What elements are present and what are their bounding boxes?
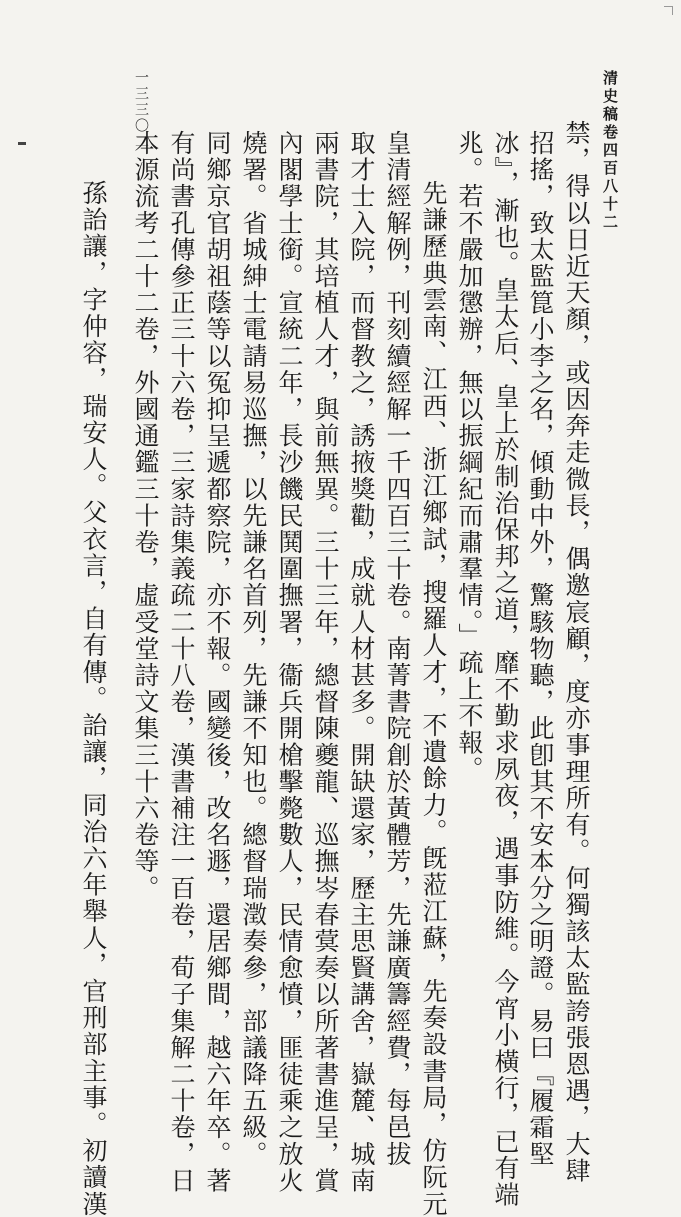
text-column-9: 內閣學士銜。宣統二年，長沙饑民鬨圍撫署，衞兵開槍擊斃數人，民情愈憤，匪徒乘之放火 [275, 130, 304, 1194]
text-column-3: 冰』，漸也。皇太后、皇上於制治保邦之道，靡不勤求夙夜，遇事防維。今宵小橫行，已有端 [491, 130, 520, 1209]
text-column-4: 兆。若不嚴加懲辦，無以振綱紀而肅羣情。」疏上不報。 [455, 130, 484, 783]
binding-mark [18, 142, 26, 145]
page-number: 一三三〇二 [133, 70, 149, 150]
text-column-7: 取才士入院，而督教之，誘掖獎勸，成就人材甚多。開缺還家，歷主思賢講舍，嶽麓、城南 [347, 130, 376, 1194]
text-column-14: 孫詒讓，字仲容，瑞安人。父衣言，自有傳。詒讓，同治六年舉人，官刑部主事。初讀漢 [79, 180, 108, 1217]
text-column-12: 有尚書孔傳參正三十六卷，三家詩集義疏二十八卷，漢書補注一百卷，荀子集解二十卷，日 [167, 130, 196, 1194]
text-column-13: 本源流考二十二卷，外國通鑑三十卷，虛受堂詩文集三十六卷等。 [131, 130, 160, 902]
text-column-2: 招搖，致太監箟小李之名，傾動中外，驚駭物聽，此卽其不安本分之明證。易曰『履霜堅 [526, 130, 555, 1168]
text-column-6: 皇清經解例，刊刻續經解一千四百三十卷。南菁書院創於黃體芳，先謙廣籌經費，每邑拔 [383, 130, 412, 1168]
text-column-8: 兩書院，其培植人才，與前無異。三十三年，總督陳夔龍、巡撫岑春蓂奏以所著書進呈，賞 [311, 130, 340, 1194]
text-column-1: 禁，得以日近天顏，或因奔走微長，偶邀宸顧，度亦事理所有。何獨該太監誇張恩遇，大肆 [562, 120, 591, 1184]
running-header: 清史稿卷四百八十二 [601, 70, 619, 232]
corner-mark [664, 6, 673, 15]
text-column-11: 同鄉京官胡祖蔭等以冤抑呈遞都察院，亦不報。國變後，改名遯，還居鄉間，越六年卒。著 [203, 130, 232, 1194]
text-column-10: 燒署。省城紳士電請易巡撫，以先謙名首列，先謙不知也。總督瑞澂奏參，部議降五級。 [239, 130, 268, 1168]
text-column-5: 先謙歷典雲南、江西、浙江鄉試，搜羅人才，不遺餘力。旣蒞江蘇，先奏設書局，仿阮元 [419, 180, 448, 1217]
